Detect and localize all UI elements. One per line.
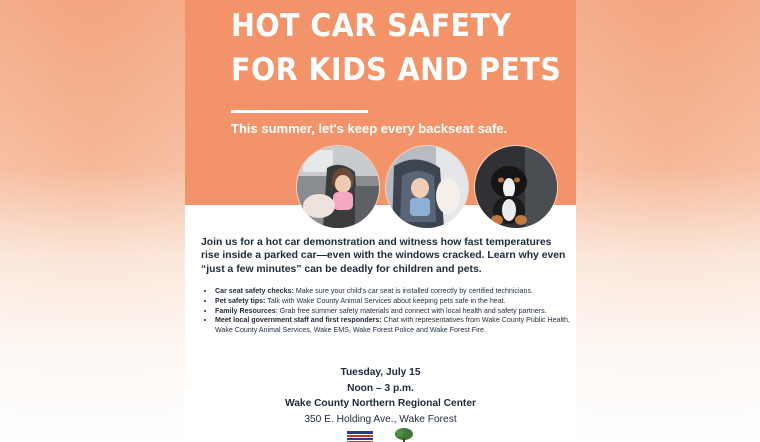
sponsor-logos [185, 428, 576, 442]
background-left-panel [0, 0, 185, 442]
event-poster [185, 0, 576, 442]
event-details [185, 365, 576, 427]
event-time: Noon – 3 p.m. [347, 382, 414, 394]
title-line-1: HOT CAR SAFETY [231, 8, 512, 44]
list-item [215, 307, 576, 317]
background-right-panel [576, 0, 760, 442]
list-item [215, 316, 576, 336]
list-item-text: Talk with Wake County Animal Services about keeping pets safe in the heat. [265, 296, 506, 305]
event-address: 350 E. Holding Ave., Wake Forest [304, 413, 457, 425]
list-item-label: Pet safety tips: [215, 296, 266, 305]
title-line-2: FOR KIDS AND PETS [231, 52, 562, 88]
list-item [215, 297, 576, 307]
list-item-text: : Grab free summer safety materials and connect with local health and safety partners. [275, 306, 547, 315]
photo-child-in-car-seat [297, 146, 379, 228]
poster-title [231, 4, 561, 92]
list-item-label: Car seat safety checks: [215, 287, 294, 295]
list-item-label: Family Resources [215, 306, 276, 315]
photo-baby-in-car-seat [386, 146, 468, 228]
list-item [215, 287, 576, 297]
tree-logo-icon [393, 428, 415, 442]
list-item-text: Chat with representatives from Wake County Public Health, Wake County Animal Services, Wake EMS, Wake Forest Police and Wake Forest Fire. [215, 316, 570, 335]
event-intro: Join us for a hot car demonstration and witness how fast temperatures rise inside a parked car—even with the windows cracked. Learn why even “just a few minutes” can be deadly for children and pets. [201, 237, 566, 275]
flag-logo-icon [347, 430, 373, 442]
event-date: Tuesday, July 15 [340, 367, 421, 378]
title-divider [231, 110, 368, 113]
list-item-label: Meet local government staff and first responders: [215, 316, 382, 325]
poster-subtitle: This summer, let's keep every backseat safe. [231, 121, 508, 136]
activity-list [201, 287, 576, 336]
event-venue: Wake County Northern Regional Center [285, 398, 476, 410]
list-item-text: Make sure your child's car seat is installed correctly by certified technicians. [293, 287, 533, 295]
photo-dog-in-car [475, 146, 557, 228]
